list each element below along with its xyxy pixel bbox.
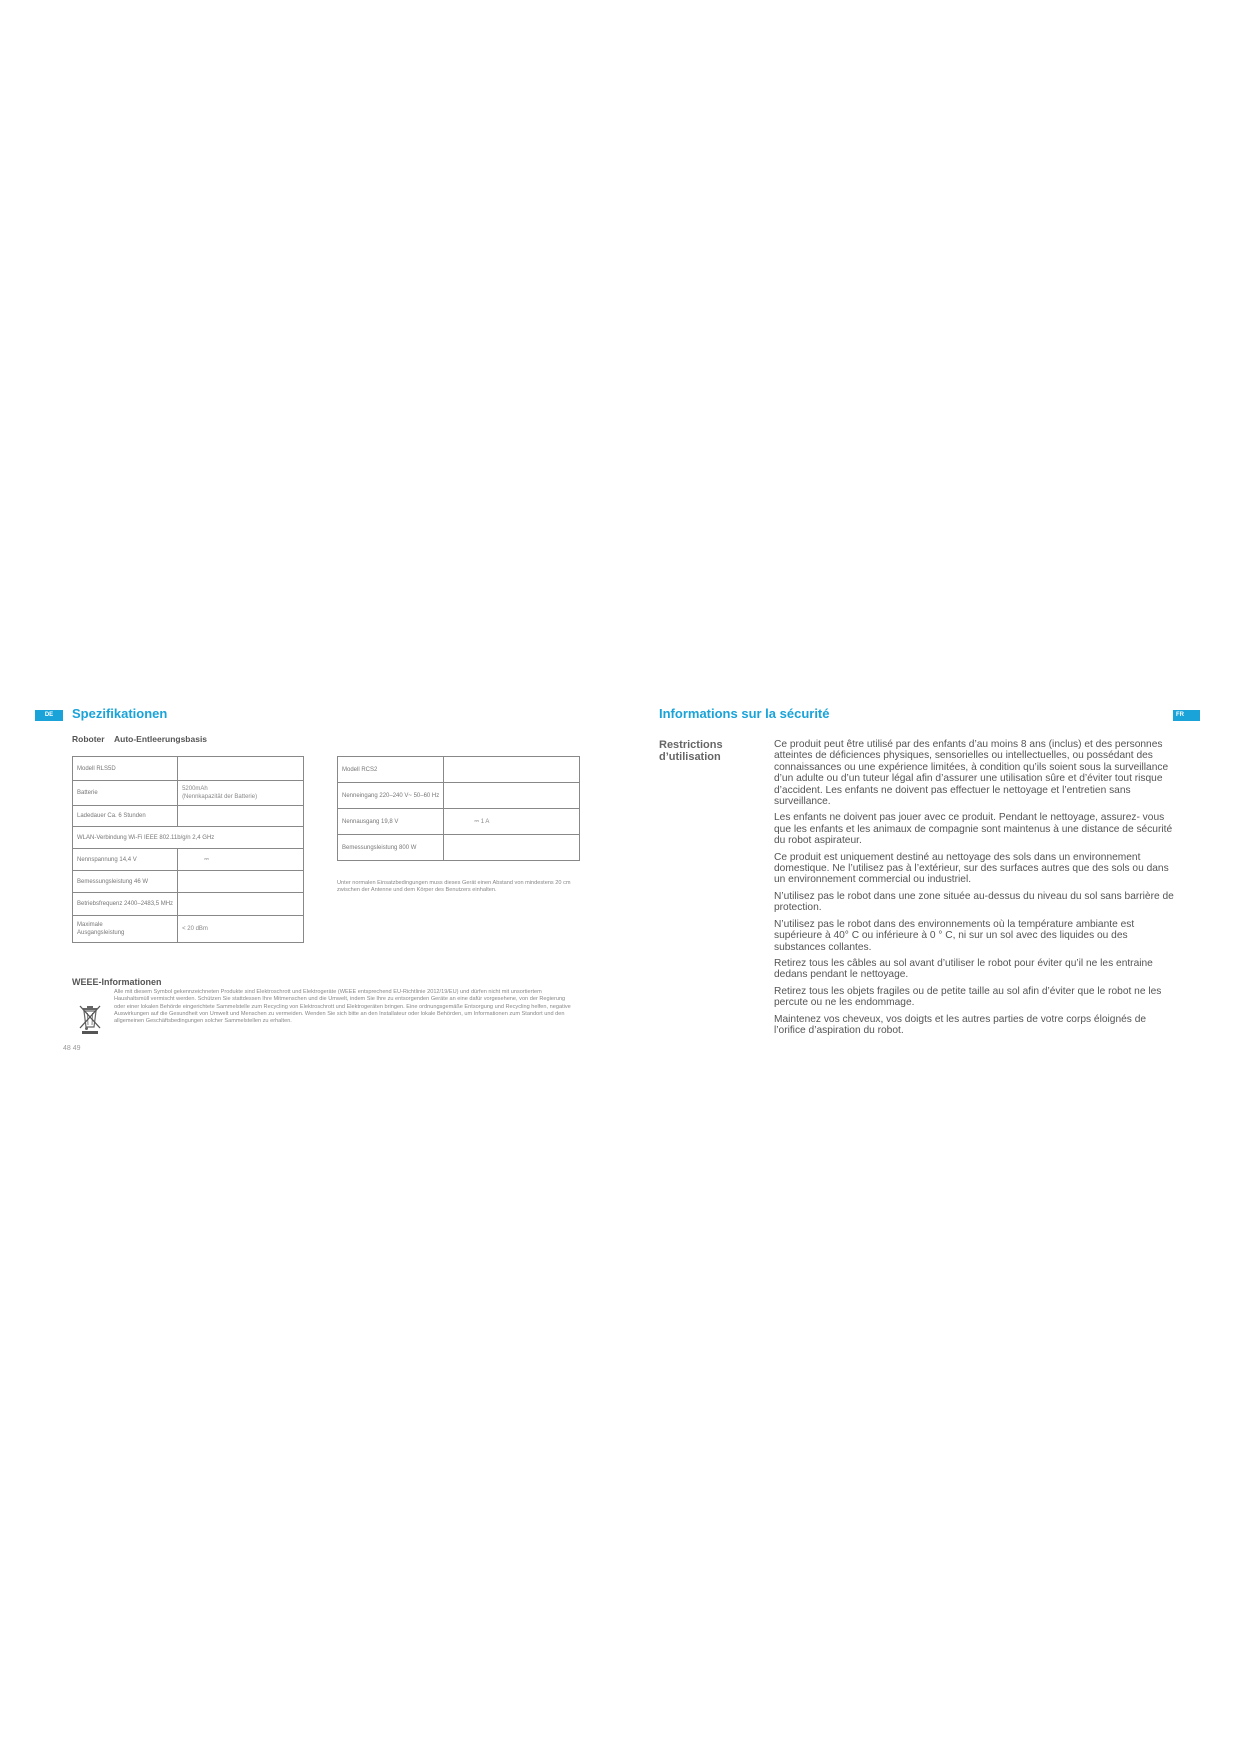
spec-label-line2: Ausgangsleistung [77,930,125,936]
safety-paragraph: N’utilisez pas le robot dans une zone située au-dessus du niveau du sol sans barrière de protection. [774,890,1174,914]
safety-paragraph: N’utilisez pas le robot dans des environnements où la température ambiante est supérieure à 40° C ou inférieure à 0 ° C, ni sur un sol avec des liquides ou des substances collantes. [774,918,1135,953]
spec-label: Nennausgang 19,8 V [338,809,444,835]
table-row [338,835,580,861]
table-row [73,871,304,893]
safety-paragraph: Les enfants ne doivent pas jouer avec ce produit. Pendant le nettoyage, assurez- vous que les enfants et les animaux de compagnie sont maintenus à une distance de sécurité du robot aspirateur. [774,812,1173,847]
spec-value [178,871,304,893]
page-numbers: 48 49 [63,1045,81,1052]
spec-label: Betriebsfrequenz 2400–2483,5 MHz [73,893,178,916]
safety-paragraph: Retirez tous les câbles au sol avant d’utiliser le robot pour éviter qu’il ne les entraine dedans pendant le nettoyage. [774,957,1153,981]
base-spec-table [337,756,580,861]
section-title-restrictions: Restrictions d’utilisation [659,739,723,763]
safety-paragraph: Retirez tous les objets fragiles ou de petite taille au sol afin d’éviter que le robot ne les percute ou ne les endommage. [774,985,1162,1009]
page-title-spezifikationen: Spezifikationen [72,706,168,721]
spec-value [178,757,304,781]
spec-value: ⎓ 1 A [444,809,580,835]
table-row [338,783,580,809]
spec-label: Bemessungsleistung 800 W [338,835,444,861]
table-row [73,806,304,827]
table-row [73,827,304,849]
page-title-securite: Informations sur la sécurité [659,706,830,721]
weee-description: Alle mit diesem Symbol gekennzeichneten Produkte sind Elektroschrott und Elektrogeräte (WEEE entsprechend EU-Richtlinie 2012/19/EU) und dürfen nicht mit unsortiertem Haushaltsmüll vermischt werden. Schützen Sie stattdessen Ihre Mitmenschen und die Umwelt, indem Sie Ihre zu entsorgenden Geräte an eine dafür vorgesehene, von der Regierung oder einer lokalen Behörde eingerichtete Sammelstelle zum Recycling von Elektroschrott und Elektrogeräten bringen. Eine ordnungsgemäße Entsorgung und Recycling helfen, negative Auswirkungen auf die Gesundheit von Umwelt und Menschen zu vermeiden. Wenden Sie sich bitte an den Installateur oder lokale Behörden, um Informationen zum Standort und den allgemeinen Geschäftsbedingungen solcher Sammelstellen zu erhalten. [114,989,571,1025]
spec-label: WLAN-Verbindung Wi-Fi IEEE 802.11b/g/n 2,4 GHz [73,827,304,849]
spec-value: < 20 dBm [178,916,304,943]
spec-label: Nenneingang 220–240 V~ 50–60 Hz [338,783,444,809]
spec-label: Modell RLS5D [73,757,178,781]
spec-value [444,835,580,861]
spec-value [178,781,304,806]
spec-label: Nennspannung 14,4 V [73,849,178,871]
table-row [338,809,580,835]
safety-paragraph: Maintenez vos cheveux, vos doigts et les autres parties de votre corps éloignés de l’orifice d’aspiration du robot. [774,1013,1147,1036]
table-row [73,849,304,871]
language-badge-fr: FR [1173,710,1200,721]
weee-bin-icon [77,1003,103,1035]
battery-capacity: 5200mAh [182,786,208,792]
spec-label: Modell RCS2 [338,757,444,783]
spec-label: Bemessungsleistung 46 W [73,871,178,893]
table-row [73,916,304,943]
spec-value [178,893,304,916]
table-row [73,757,304,781]
table-row [73,893,304,916]
restrictions-body [774,739,1174,1041]
battery-capacity-note: (Nennkapazität der Batterie) [182,794,258,800]
spec-label [73,916,178,943]
safety-paragraph: Ce produit est uniquement destiné au nettoyage des sols dans un environnement domestique. Ne l’utilisez pas à l’extérieur, sur des surfaces autres que des sols ou dans un environnement commercial ou industriel. [774,851,1169,886]
spec-value [178,806,304,827]
subtitle-auto-entleerungsbasis: Auto-Entleerungsbasis [114,734,208,744]
dc-symbol: ⎓ [178,849,304,871]
spec-label: Ladedauer Ca. 6 Stunden [73,806,178,827]
spec-value [444,757,580,783]
safety-paragraph: Ce produit peut être utilisé par des enfants d’au moins 8 ans (inclus) et des personnes atteintes de déficiences physiques, sensorielles ou intellectuelles, ou possédant des connaissances ou une expérience limitées, à condition qu’ils soient sous la surveillance d’un adulte ou d’un tuteur légal afin d’assurer une utilisation sûre et d’éviter tout risque d’accident. Les enfants ne doivent pas effectuer le nettoyage et l’entretien sans surveillance. [774,739,1169,808]
table-row [73,781,304,806]
subtitle-roboter: Roboter [72,734,105,744]
weee-heading: WEEE-Informationen [72,977,162,987]
table-row [338,757,580,783]
language-badge-de: DE [35,710,63,721]
spec-value [444,783,580,809]
spec-label: Batterie [73,781,178,806]
spec-label-line1: Maximale [77,922,103,928]
robot-spec-table [72,756,304,943]
antenna-distance-note: Unter normalen Einsatzbedingungen muss dieses Gerät einen Abstand von mindestens 20 cm zwischen der Antenne und dem Körper des Benutzers einhalten. [337,880,571,894]
